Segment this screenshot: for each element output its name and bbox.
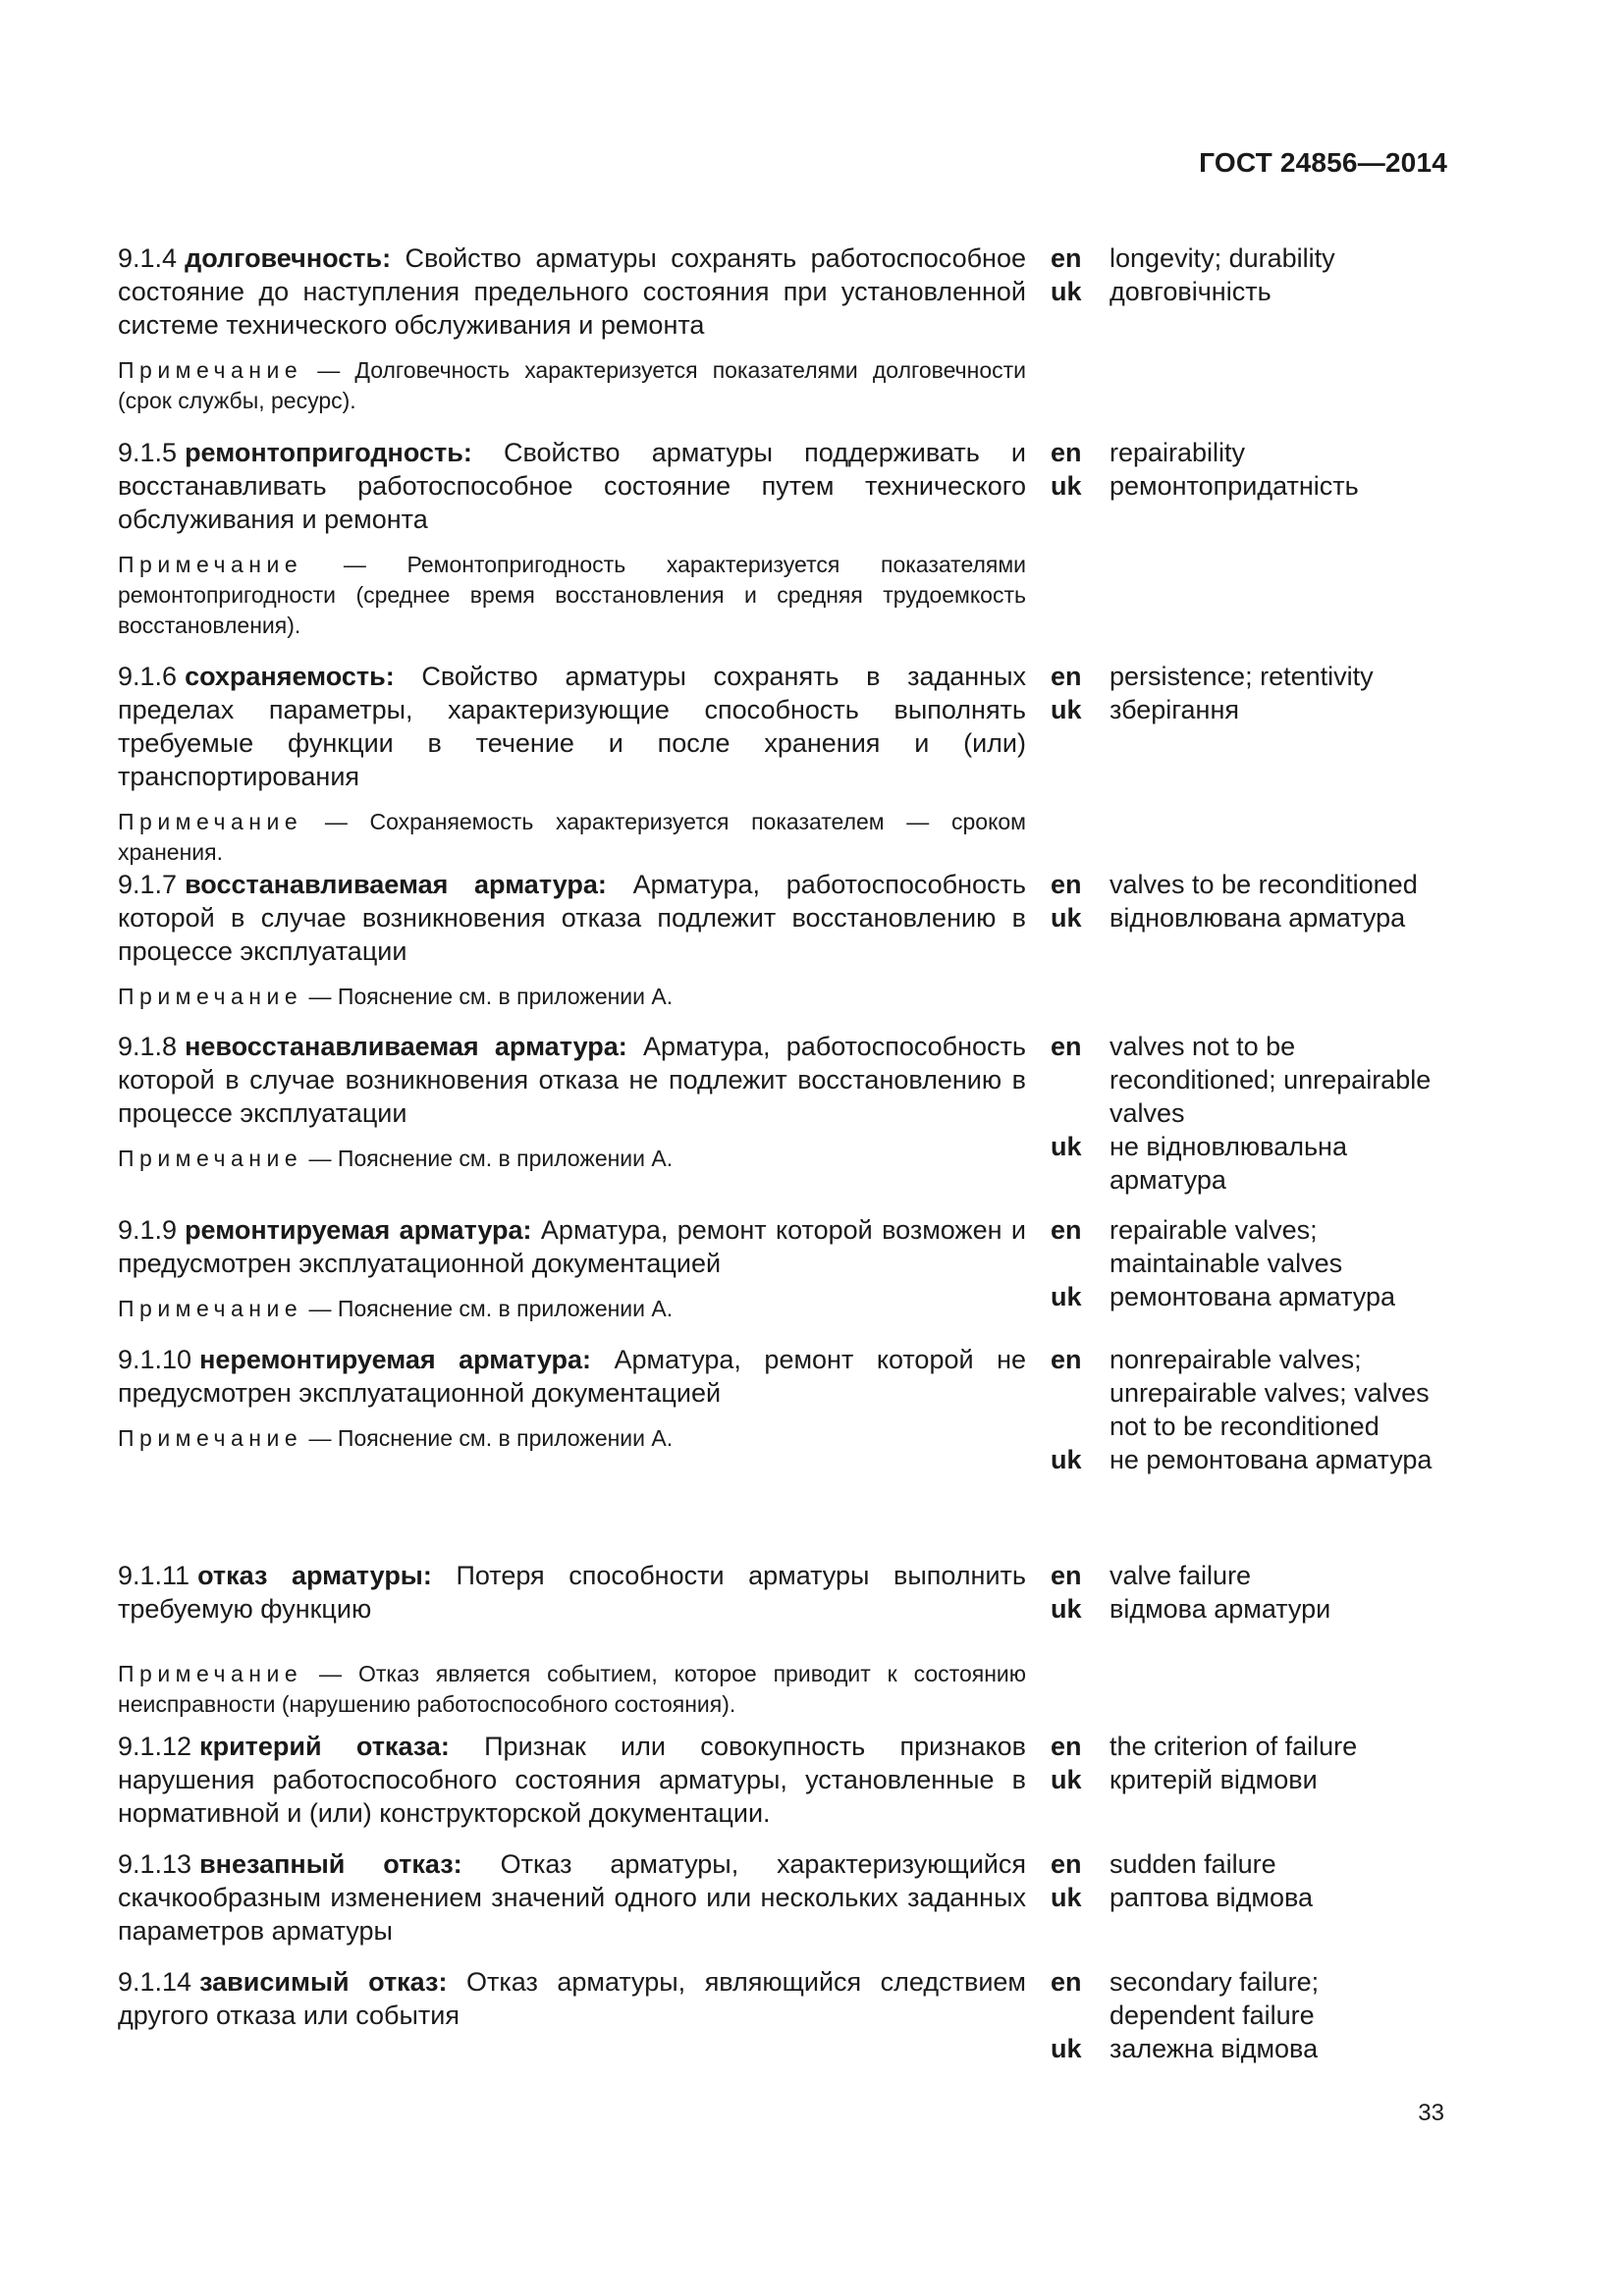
note: Примечание — Пояснение см. в приложении А. [118, 984, 674, 1009]
term-entry-9-1-4 [118, 241, 1434, 436]
translations [1051, 868, 1434, 1030]
note: Примечание — Долговечность характеризуется показателями долговечности (срок службы, ресурс). [118, 357, 1027, 413]
translation-uk: раптова відмова [1110, 1883, 1314, 1912]
term-entry-9-1-10 [118, 1343, 1434, 1559]
translations [1051, 1847, 1434, 1965]
term: ремонтопригодность: [185, 438, 472, 467]
translations [1051, 436, 1434, 660]
term: зависимый отказ: [199, 1967, 448, 1997]
term-entry-9-1-5 [118, 436, 1434, 660]
lang-code-en: en [1051, 1215, 1082, 1245]
translations [1051, 1730, 1434, 1847]
term-entry-9-1-7 [118, 868, 1434, 1030]
translation-uk: критерій відмови [1110, 1765, 1318, 1794]
translations [1051, 241, 1434, 436]
note: Примечание — Пояснение см. в приложении А. [118, 1146, 674, 1171]
term: внезапный отказ: [199, 1849, 462, 1879]
translation-en: valves to be reconditioned [1110, 870, 1418, 899]
translation-en: valves not to be reconditioned; unrepairable valves [1110, 1032, 1432, 1128]
lang-code-uk: uk [1051, 1883, 1082, 1912]
translation-en: the criterion of failure [1110, 1732, 1358, 1761]
lang-code-uk: uk [1051, 277, 1082, 306]
translation-uk: ремонтопридатність [1110, 471, 1359, 501]
translations [1051, 1559, 1434, 1730]
lang-code-uk: uk [1051, 1132, 1082, 1161]
definition: 9.1.9 ремонтируемая арматура: Арматура, ремонт которой возможен и предусмотрен эксплуатационной документацией [118, 1215, 1026, 1278]
lang-code-en: en [1051, 243, 1082, 273]
note: Примечание — Пояснение см. в приложении А. [118, 1425, 674, 1451]
term: долговечность: [185, 243, 392, 273]
translation-en: nonrepairable valves; unrepairable valves; valves not to be reconditioned [1110, 1345, 1430, 1441]
translation-uk: не відновлювальна арматура [1110, 1132, 1347, 1195]
translation-uk: відмова арматури [1110, 1594, 1331, 1624]
lang-code-en: en [1051, 1032, 1082, 1061]
lang-code-en: en [1051, 1345, 1082, 1374]
translation-uk: довговічність [1110, 277, 1272, 306]
term-entry-9-1-11 [118, 1559, 1434, 1730]
lang-code-uk: uk [1051, 903, 1082, 933]
lang-code-uk: uk [1051, 695, 1082, 724]
note: Примечание — Сохраняемость характеризуется показателем — сроком хранения. [118, 809, 1026, 865]
term-entry-9-1-12 [118, 1730, 1434, 1847]
term-entry-9-1-13 [118, 1847, 1434, 1965]
lang-code-en: en [1051, 870, 1082, 899]
translation-uk: не ремонтована арматура [1110, 1445, 1433, 1474]
definition: 9.1.11 отказ арматуры: Потеря способности арматуры выполнить требуемую функцию [118, 1561, 1026, 1624]
definition: 9.1.4 долговечность: Свойство арматуры сохранять работоспособное состояние до наступления предельного состояния при установленной системе технического обслуживания и ремонта [118, 243, 1026, 340]
lang-code-uk: uk [1051, 1282, 1082, 1311]
translation-uk: відновлювана арматура [1110, 903, 1406, 933]
lang-code-uk: uk [1051, 2034, 1082, 2063]
definition: 9.1.10 неремонтируемая арматура: Арматура, ремонт которой не предусмотрен эксплуатационной документацией [118, 1345, 1026, 1408]
lang-code-en: en [1051, 1967, 1082, 1997]
translation-en: secondary failure; dependent failure [1110, 1967, 1320, 2030]
definition: 9.1.7 восстанавливаемая арматура: Арматура, работоспособность которой в случае возникновения отказа подлежит восстановлению в процессе эксплуатации [118, 870, 1026, 966]
translation-en: persistence; retentivity [1110, 662, 1374, 691]
term-entry-9-1-6 [118, 660, 1434, 868]
definition: 9.1.8 невосстанавливаемая арматура: Арматура, работоспособность которой в случае возникновения отказа не подлежит восстановлению в процессе эксплуатации [118, 1032, 1026, 1128]
translations [1051, 1030, 1434, 1213]
term: сохраняемость: [185, 662, 395, 691]
term-entry-9-1-9 [118, 1213, 1434, 1343]
term: невосстанавливаемая арматура: [185, 1032, 627, 1061]
terms-list [118, 241, 1434, 2073]
note: Примечание — Ремонтопригодность характеризуется показателями ремонтопригодности (среднее время восстановления и средняя трудоемкость восстановления). [118, 552, 1027, 638]
translations [1051, 1965, 1434, 2073]
term: восстанавливаемая арматура: [185, 870, 607, 899]
definition: 9.1.12 критерий отказа: Признак или совокупность признаков нарушения работоспособного состояния арматуры, установленные в нормативной и (или) конструкторской документации. [118, 1732, 1026, 1828]
term: ремонтируемая арматура: [185, 1215, 532, 1245]
note: Примечание — Пояснение см. в приложении А. [118, 1296, 674, 1321]
translation-uk: ремонтована арматура [1110, 1282, 1396, 1311]
note: Примечание — Отказ является событием, которое приводит к состоянию неисправности (нарушению работоспособного состояния). [118, 1661, 1026, 1717]
lang-code-en: en [1051, 438, 1082, 467]
definition: 9.1.6 сохраняемость: Свойство арматуры сохранять в заданных пределах параметры, характеризующие способность выполнять требуемые функции в течение и после хранения и (или) транспортирования [118, 662, 1026, 791]
lang-code-en: en [1051, 1849, 1082, 1879]
translation-en: repairability [1110, 438, 1246, 467]
definition: 9.1.5 ремонтопригодность: Свойство арматуры поддерживать и восстанавливать работоспособное состояние путем технического обслуживания и ремонта [118, 438, 1026, 534]
definition: 9.1.14 зависимый отказ: Отказ арматуры, являющийся следствием другого отказа или события [118, 1967, 1026, 2030]
translations [1051, 1213, 1434, 1343]
lang-code-uk: uk [1051, 471, 1082, 501]
translation-uk: залежна відмова [1110, 2034, 1319, 2063]
translation-en: sudden failure [1110, 1849, 1276, 1879]
lang-code-en: en [1051, 1732, 1082, 1761]
translation-en: longevity; durability [1110, 243, 1335, 273]
lang-code-en: en [1051, 662, 1082, 691]
document-code-header: ГОСТ 24856—2014 [1199, 147, 1447, 178]
translation-en: valve failure [1110, 1561, 1252, 1590]
lang-code-uk: uk [1051, 1445, 1082, 1474]
lang-code-en: en [1051, 1561, 1082, 1590]
translation-en: repairable valves; maintainable valves [1110, 1215, 1343, 1278]
term: критерий отказа: [199, 1732, 450, 1761]
translations [1051, 1343, 1434, 1559]
term-entry-9-1-8 [118, 1030, 1434, 1213]
translations [1051, 660, 1434, 868]
term-entry-9-1-14 [118, 1965, 1434, 2073]
page-number: 33 [1418, 2100, 1444, 2126]
translation-uk: зберігання [1110, 695, 1239, 724]
lang-code-uk: uk [1051, 1765, 1082, 1794]
term: неремонтируемая арматура: [199, 1345, 591, 1374]
lang-code-uk: uk [1051, 1594, 1082, 1624]
term: отказ арматуры: [197, 1561, 432, 1590]
definition: 9.1.13 внезапный отказ: Отказ арматуры, характеризующийся скачкообразным изменением значений одного или нескольких заданных параметров арматуры [118, 1849, 1027, 1946]
